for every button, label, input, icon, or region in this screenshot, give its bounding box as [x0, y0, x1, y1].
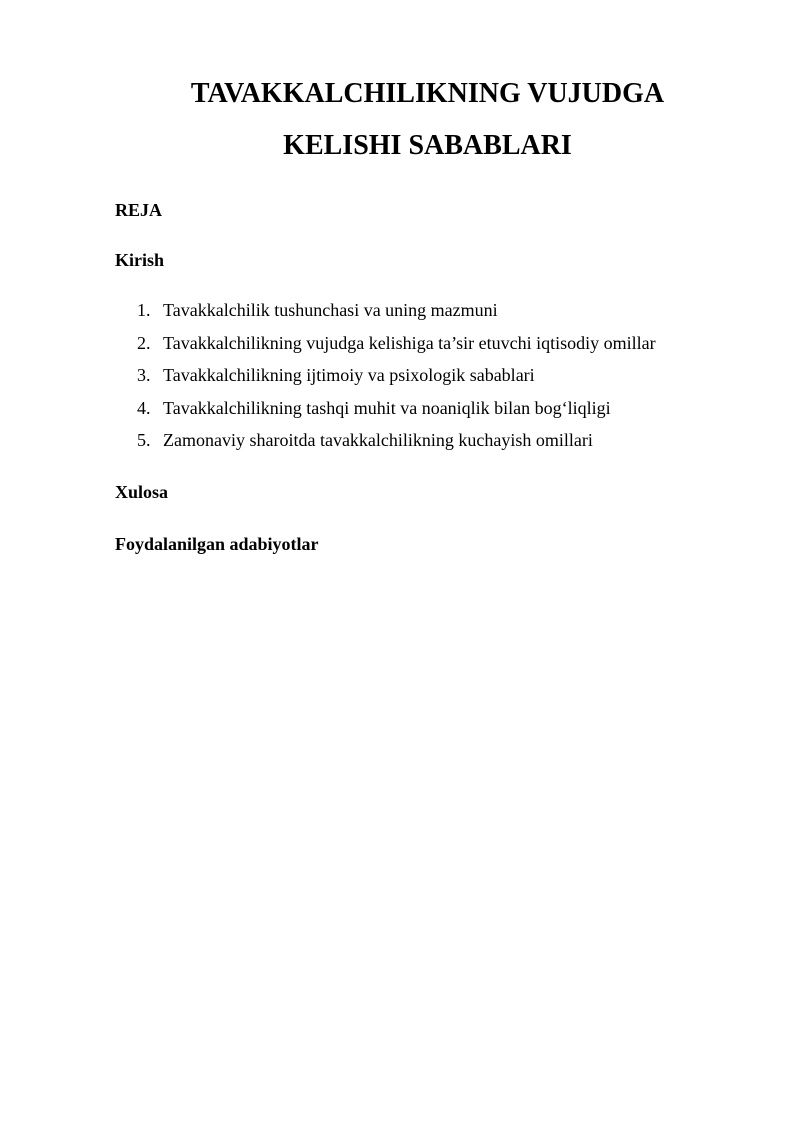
references-heading: Foydalanilgan adabiyotlar — [115, 534, 319, 554]
plan-heading: REJA — [115, 200, 163, 220]
plan-item-text: Tavakkalchilikning tashqi muhit va noaniqlik bilan bog‘liqligi — [163, 397, 611, 418]
plan-item-text: Tavakkalchilikning ijtimoiy va psixologik sabablari — [163, 365, 535, 385]
plan-item-text: Tavakkalchilikning vujudga kelishiga ta’sir etuvchi iqtisodiy omillar — [163, 332, 656, 353]
document-title-line-1: TAVAKKALCHILIKNING VUJUDGA — [190, 78, 665, 109]
plan-item-text: Tavakkalchilik tushunchasi va uning mazmuni — [163, 300, 498, 320]
plan-item-number: 1. — [137, 300, 151, 320]
plan-item-text: Zamonaviy sharoitda tavakkalchilikning kuchayish omillari — [163, 430, 593, 450]
conclusion-heading: Xulosa — [115, 482, 169, 502]
plan-item-number: 3. — [137, 365, 151, 385]
document-title-line-2: KELISHI SABABLARI — [283, 130, 572, 161]
intro-heading: Kirish — [115, 250, 165, 270]
plan-item-number: 2. — [137, 332, 151, 353]
plan-item-number: 4. — [137, 397, 151, 418]
plan-item-number: 5. — [137, 430, 151, 450]
